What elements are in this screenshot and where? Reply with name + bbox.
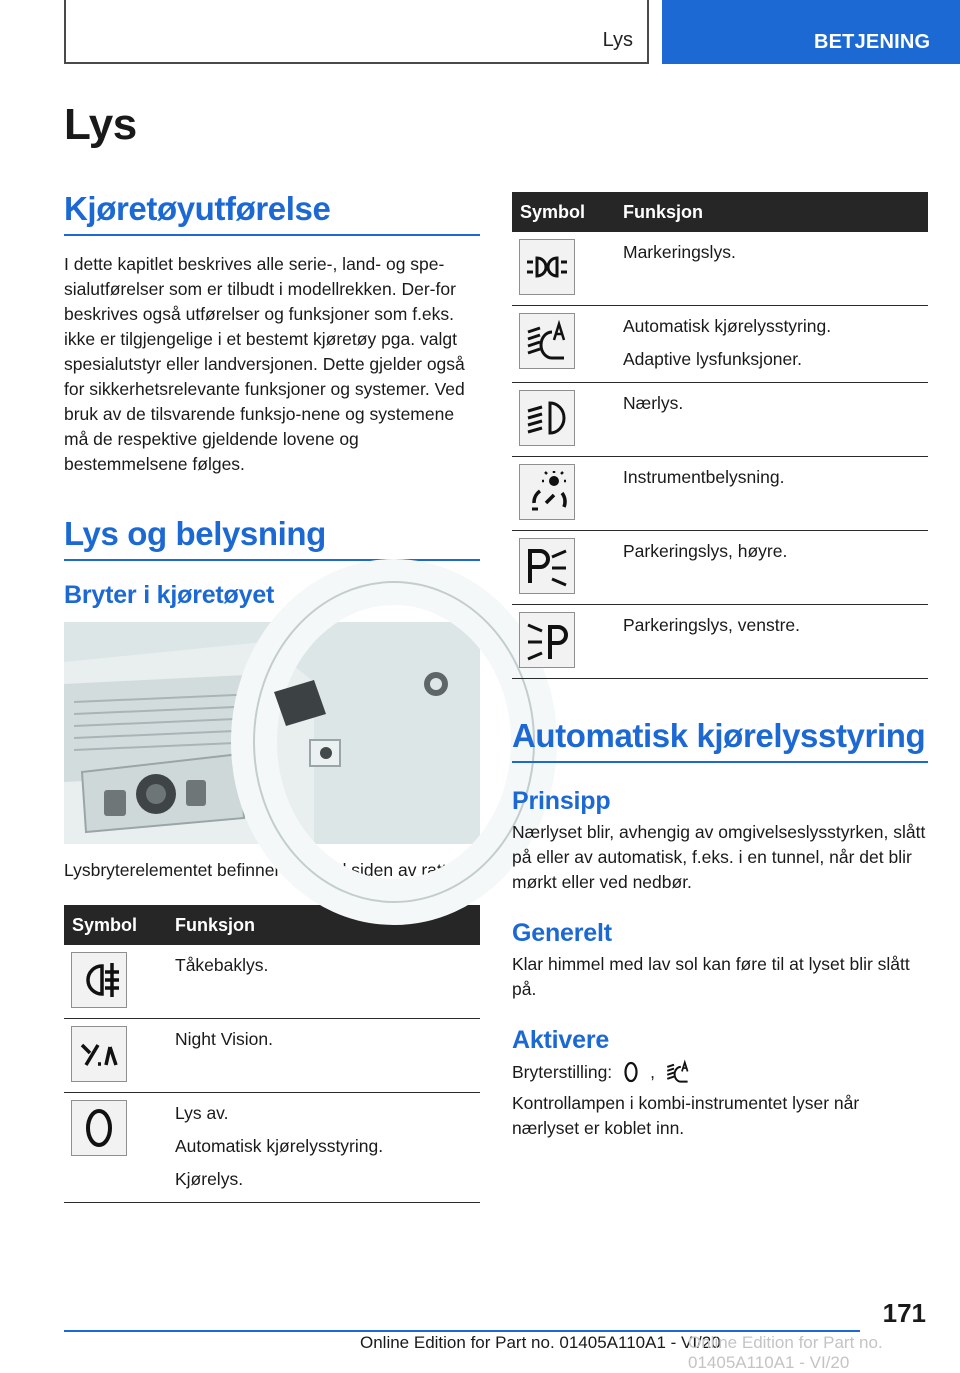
page-title: Lys <box>64 100 137 149</box>
function-text: Markeringslys. <box>623 242 736 262</box>
table-row <box>512 605 928 679</box>
lights-off-zero-icon <box>71 1100 127 1156</box>
auto-headlight-icon <box>519 313 575 369</box>
heading-switch-in-vehicle: Bryter i kjøretøyet <box>64 581 275 609</box>
heading-activate: Aktivere <box>512 1026 610 1054</box>
function-text: Parkeringslys, venstre. <box>623 615 801 635</box>
function-text: Nærlys. <box>623 393 684 413</box>
heading-general: Generelt <box>512 919 612 947</box>
switch-separator: , <box>650 1061 656 1082</box>
auto-headlight-icon <box>665 1059 691 1085</box>
table-row <box>64 1093 480 1203</box>
low-beam-icon <box>519 390 575 446</box>
table-header-symbol: Symbol <box>64 905 175 945</box>
table-header-function: Funksjon <box>175 905 480 945</box>
header-chapter-title: BETJENING <box>814 31 931 53</box>
function-text: Parkeringslys, høyre. <box>623 541 788 561</box>
left-column <box>64 190 480 1203</box>
function-text: Tåkebaklys. <box>175 955 269 975</box>
footer-edition: Online Edition for Part no. 01405A110A1 - VI/20 <box>360 1333 721 1352</box>
night-vision-icon <box>71 1026 127 1082</box>
function-text: Night Vision. <box>175 1029 273 1049</box>
heading-auto-headlight: Automatisk kjørelysstyring <box>512 717 928 763</box>
table-row <box>512 306 928 383</box>
heading-vehicle-equipment: Kjøretøyutførelse <box>64 190 480 236</box>
header-chapter-box <box>662 0 960 64</box>
paragraph-activate: Kontrollampen i kombi-instrumentet lyser når nærlyset er koblet inn. <box>512 1093 860 1138</box>
function-text: Automatisk kjørelysstyring. <box>175 1136 384 1156</box>
table-row <box>64 1019 480 1093</box>
right-column <box>512 192 928 1141</box>
parking-light-right-icon <box>519 538 575 594</box>
parking-light-left-icon <box>519 612 575 668</box>
footer-divider <box>64 1330 860 1332</box>
paragraph-principle: Nærlyset blir, avhengig av omgivelseslysstyrken, slått på eller av automatisk, f.eks. i en tunnel, når det blir mørkt eller ved nedbør. <box>512 822 926 892</box>
function-text: Automatisk kjørelysstyring. <box>623 316 832 336</box>
fog-light-icon <box>71 952 127 1008</box>
function-text: Kjørelys. <box>175 1169 244 1189</box>
switch-position-label: Bryterstilling: <box>512 1061 613 1082</box>
header-section-box <box>64 0 649 64</box>
paragraph-general: Klar himmel med lav sol kan føre til at lyset blir slått på. <box>512 954 910 999</box>
lights-off-zero-icon <box>618 1059 644 1085</box>
table-row <box>512 457 928 531</box>
table-row <box>512 232 928 306</box>
function-text: Adaptive lysfunksjoner. <box>623 349 802 369</box>
heading-principle: Prinsipp <box>512 787 611 815</box>
instrument-lighting-icon <box>519 464 575 520</box>
header-section-title: Lys <box>602 29 633 51</box>
page-number: 171 <box>882 1298 926 1328</box>
table-row <box>64 945 480 1019</box>
table-row <box>512 531 928 605</box>
table-header-symbol: Symbol <box>512 192 623 232</box>
footer-watermark: Online Edition for Part no. 01405A110A1 - VI/20 <box>688 1333 883 1372</box>
light-switch-photo <box>64 622 480 844</box>
photo-caption: Lysbryterelementet befinner seg ved siden av rattet. <box>64 860 467 880</box>
heading-lights: Lys og belysning <box>64 515 480 561</box>
switch-position-line <box>512 1059 928 1085</box>
table-row <box>512 383 928 457</box>
light-symbols-table-right <box>512 192 928 679</box>
table-header-function: Funksjon <box>623 192 928 232</box>
light-symbols-table-left <box>64 905 480 1203</box>
side-lights-icon <box>519 239 575 295</box>
dashboard-illustration <box>64 622 480 844</box>
paragraph-vehicle-equipment: I dette kapitlet beskrives alle serie-, land- og spe-sialutførelser som er tilbudt i modellrekken. Der-for beskrives også utførelser og funksjoner som f.eks. ikke er tilgjengelige i et bestemt kjøretøy pga. valgt spesialutstyr eller landversjonen. Dette gjelder også for sikkerhetsrelevante funksjoner og systemer. Ved bruk av de tilsvarende funksjo-nene og systemene må de respektive gjeldende lovene og bestemmelsene følges. <box>64 254 465 474</box>
function-text: Instrumentbelysning. <box>623 467 785 487</box>
function-text: Lys av. <box>175 1103 229 1123</box>
